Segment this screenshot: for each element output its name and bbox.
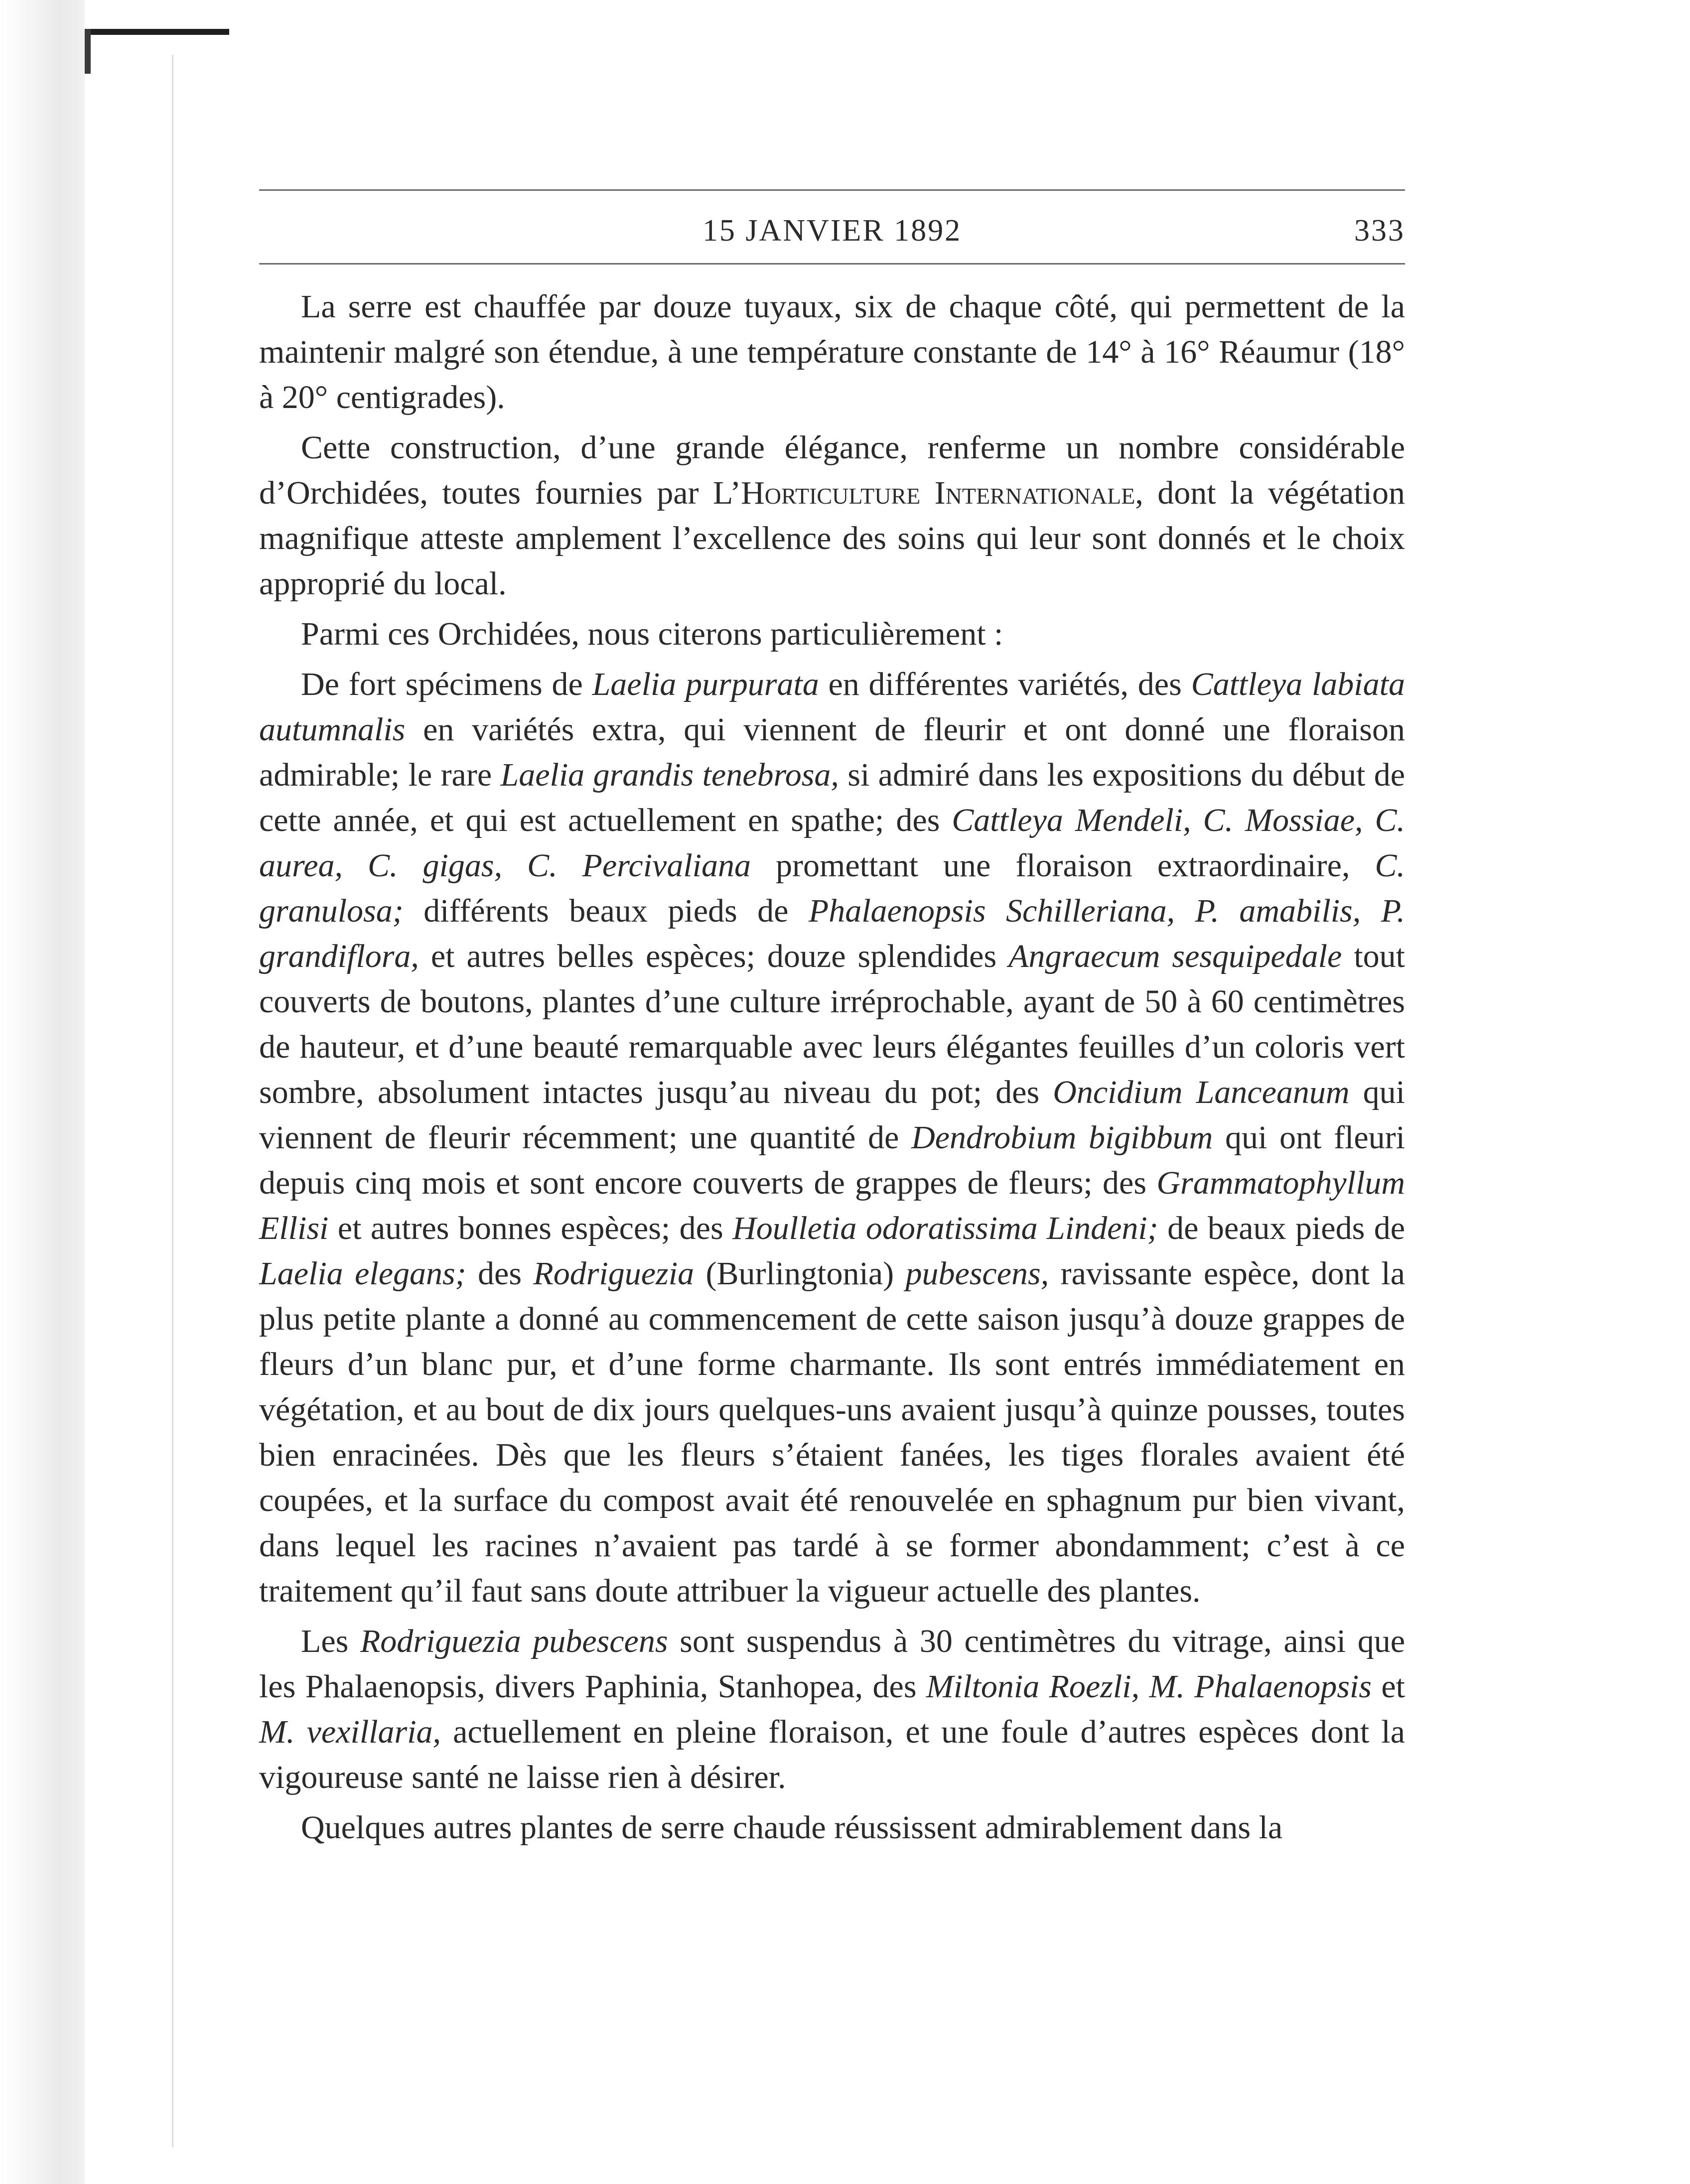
text-run: qui ont fleuri depuis cinq mois et sont encore couverts de grappes de fleurs; des — [259, 1119, 1405, 1201]
italic-text: C. granulosa; — [259, 847, 1405, 929]
paragraph — [259, 611, 1405, 657]
page — [259, 184, 1405, 1978]
paragraph — [259, 425, 1405, 606]
text-run: sont suspendus à 30 centimètres du vitrage, ainsi que les Phalaenopsis, divers Paphinia, Stanhopea, des — [259, 1623, 1405, 1705]
text-run: des — [466, 1255, 534, 1292]
italic-text: Laelia grandis tenebrosa, — [500, 757, 839, 793]
text-run: en variétés extra, qui viennent de fleurir et ont donné une floraison admirable; le rare — [259, 711, 1405, 793]
text-run: , dont la végétation magnifique atteste amplement l’excellence des soins qui leur sont donnés et le choix approprié du local. — [259, 475, 1405, 602]
italic-text: Houlletia odoratissima Lindeni; — [732, 1210, 1158, 1246]
body-text — [259, 284, 1405, 1850]
text-run: et autres belles espèces; douze splendides — [419, 938, 1009, 974]
text-run: Cette construction, d’une grande élégance, renferme un nombre considérable d’Orchidées, toutes fournies par — [259, 429, 1405, 511]
text-run: Les — [301, 1623, 360, 1659]
text-run: De fort spécimens de — [301, 666, 592, 702]
text-run: et — [1371, 1668, 1405, 1705]
italic-text: Oncidium Lanceanum — [1053, 1074, 1350, 1110]
text-run: qui viennent de fleurir récemment; une quantité de — [259, 1074, 1405, 1156]
italic-text: Laelia purpurata — [592, 666, 819, 702]
scan-corner-mark-vertical — [85, 29, 91, 74]
italic-text: Rodriguezia — [533, 1255, 695, 1292]
italic-text: Miltonia Roezli, M. Phalaenopsis — [926, 1668, 1372, 1705]
text-run: Parmi ces Orchidées, nous citerons particulièrement : — [301, 616, 1003, 652]
italic-text: pubescens, — [905, 1255, 1049, 1292]
header-rule-bottom — [259, 263, 1405, 265]
text-run: La serre est chauffée par douze tuyaux, six de chaque côté, qui permettent de la maintenir malgré son étendue, à une température constante de 14° à 16° Réaumur (18° à 20° centigrades). — [259, 288, 1405, 415]
paragraph — [259, 1805, 1405, 1850]
italic-text: Laelia elegans; — [259, 1255, 466, 1292]
text-run: et autres bonnes espèces; des — [328, 1210, 733, 1246]
text-run: tout couverts de boutons, plantes d’une culture irréprochable, ayant de 50 à 60 centimètres de hauteur, et d’une beauté remarquable avec leurs élégantes feuilles d’un coloris vert sombre, absolument intactes jusqu’au niveau du pot; des — [259, 938, 1405, 1110]
italic-text: M. vexillaria, — [259, 1714, 441, 1750]
running-head — [259, 203, 1405, 258]
paragraph — [259, 284, 1405, 420]
italic-text: Angraecum sesquipedale — [1008, 938, 1342, 974]
italic-text: Cattleya labiata autumnalis — [259, 666, 1405, 748]
text-run: si admiré dans les expositions du début de cette année, et qui est actuellement en spathe; des — [259, 757, 1405, 838]
paragraph — [259, 662, 1405, 1614]
smallcaps-text: L’Horticulture Internationale — [712, 475, 1135, 511]
page-number: 333 — [1354, 214, 1405, 248]
italic-text: Cattleya Mendeli, C. Mossiae, C. aurea, C. gigas, C. Percivaliana — [259, 802, 1405, 884]
text-run: (Burlingtonia) — [694, 1255, 906, 1292]
italic-text: Dendrobium bigibbum — [911, 1119, 1213, 1156]
text-run: différents beaux pieds de — [403, 893, 809, 929]
text-run: de beaux pieds de — [1158, 1210, 1406, 1246]
scan-corner-mark — [85, 29, 229, 35]
italic-text: Grammatophyllum Ellisi — [259, 1165, 1405, 1246]
italic-text: Phalaenopsis Schilleriana, P. amabilis, P. grandiflora, — [259, 893, 1406, 974]
text-run: en différentes variétés, des — [819, 666, 1191, 702]
header-rule-top — [259, 189, 1405, 191]
running-title: 15 JANVIER 1892 — [702, 214, 962, 248]
italic-text: Rodriguezia pubescens — [360, 1623, 668, 1659]
paragraph — [259, 1619, 1405, 1800]
text-run: actuellement en pleine floraison, et une foule d’autres espèces dont la vigoureuse santé ne laisse rien à désirer. — [259, 1714, 1405, 1795]
scan-margin — [0, 0, 85, 2184]
scan-gutter-line — [172, 55, 173, 2147]
text-run: Quelques autres plantes de serre chaude réussissent admirablement dans la — [301, 1809, 1283, 1846]
text-run: promettant une floraison extraordinaire, — [751, 847, 1375, 884]
text-run: ravissante espèce, dont la plus petite plante a donné au commencement de cette saison jusqu’à douze grappes de fleurs d’un blanc pur, et d’une forme charmante. Ils sont entrés immédiatement en végétation, et au bout de dix jours quelques-uns avaient jusqu’à quinze pousses, toutes bien enracinées. Dès que les fleurs s’étaient fanées, les tiges florales avaient été coupées, et la surface du compost avait été renouvelée en sphagnum pur bien vivant, dans lequel les racines n’avaient pas tardé à se former abondamment; c’est à ce traitement qu’il faut sans doute attribuer la vigueur actuelle des plantes. — [259, 1255, 1405, 1609]
